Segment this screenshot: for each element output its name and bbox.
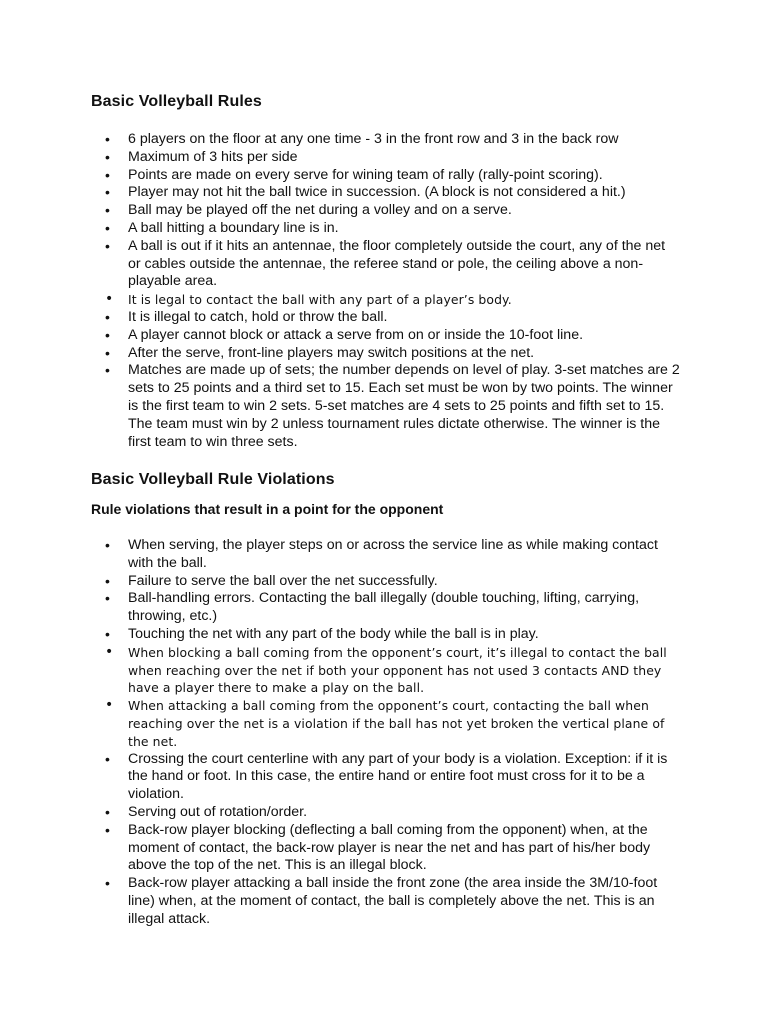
list-item: • When blocking a ball coming from the opponent’s court, it’s illegal to contact the ball when reaching over the net if both your opponent has not used 3 contacts AND they have a player there to make a play on the ball. bbox=[91, 644, 681, 697]
list-item: • A ball is out if it hits an antennae, the floor completely outside the court, any of the net or cables outside the antennae, the referee stand or pole, the ceiling above a non-playable area. bbox=[91, 238, 681, 291]
list-item: • Serving out of rotation/order. bbox=[91, 804, 681, 822]
list-item: • After the serve, front-line players may switch positions at the net. bbox=[91, 345, 681, 363]
list-item: • Ball may be played off the net during a volley and on a serve. bbox=[91, 202, 681, 220]
list-item: • When serving, the player steps on or across the service line as while making contact with the ball. bbox=[91, 537, 681, 573]
list-item: • A player cannot block or attack a serve from on or inside the 10-foot line. bbox=[91, 327, 681, 345]
list-item: • When attacking a ball coming from the opponent’s court, contacting the ball when reaching over the net is a violation if the ball has not yet broken the vertical plane of the net. bbox=[91, 697, 681, 750]
list-item: • Failure to serve the ball over the net successfully. bbox=[91, 573, 681, 591]
list-item: • Back-row player attacking a ball inside the front zone (the area inside the 3M/10-foot line) when, at the moment of contact, the ball is completely above the net. This is an illegal attack. bbox=[91, 875, 681, 928]
section-title-rules: Basic Volleyball Rules bbox=[91, 93, 262, 110]
list-item: • 6 players on the floor at any one time - 3 in the front row and 3 in the back row bbox=[91, 131, 681, 149]
list-item: • Player may not hit the ball twice in succession. (A block is not considered a hit.) bbox=[91, 184, 681, 202]
list-item: • Crossing the court centerline with any part of your body is a violation. Exception: if it is the hand or foot. In this case, the entire hand or entire foot must cross for it to be a violation. bbox=[91, 751, 681, 804]
list-item: • Back-row player blocking (deflecting a ball coming from the opponent) when, at the moment of contact, the back-row player is near the net and has part of his/her body above the top of the net. This is an illegal block. bbox=[91, 822, 681, 875]
list-item: • A ball hitting a boundary line is in. bbox=[91, 220, 681, 238]
list-item: • Points are made on every serve for wining team of rally (rally-point scoring). bbox=[91, 167, 681, 185]
violations-list bbox=[91, 537, 681, 929]
list-item: • It is legal to contact the ball with any part of a player’s body. bbox=[91, 291, 681, 309]
list-item: • It is illegal to catch, hold or throw the ball. bbox=[91, 309, 681, 327]
list-item: • Matches are made up of sets; the number depends on level of play. 3-set matches are 2 sets to 25 points and a third set to 15. Each set must be won by two points. The winner is the first team to win 2 sets. 5-set matches are 4 sets to 25 points and fifth set to 15. The team must win by 2 unless tournament rules dictate otherwise. The winner is the first team to win three sets. bbox=[91, 362, 681, 451]
list-item: • Touching the net with any part of the body while the ball is in play. bbox=[91, 626, 681, 644]
list-item: • Maximum of 3 hits per side bbox=[91, 149, 681, 167]
list-item: • Ball-handling errors. Contacting the ball illegally (double touching, lifting, carrying, throwing, etc.) bbox=[91, 590, 681, 626]
section-subtitle: Rule violations that result in a point for the opponent bbox=[91, 501, 444, 517]
section-title-violations: Basic Volleyball Rule Violations bbox=[91, 471, 335, 488]
rules-list bbox=[91, 131, 681, 451]
